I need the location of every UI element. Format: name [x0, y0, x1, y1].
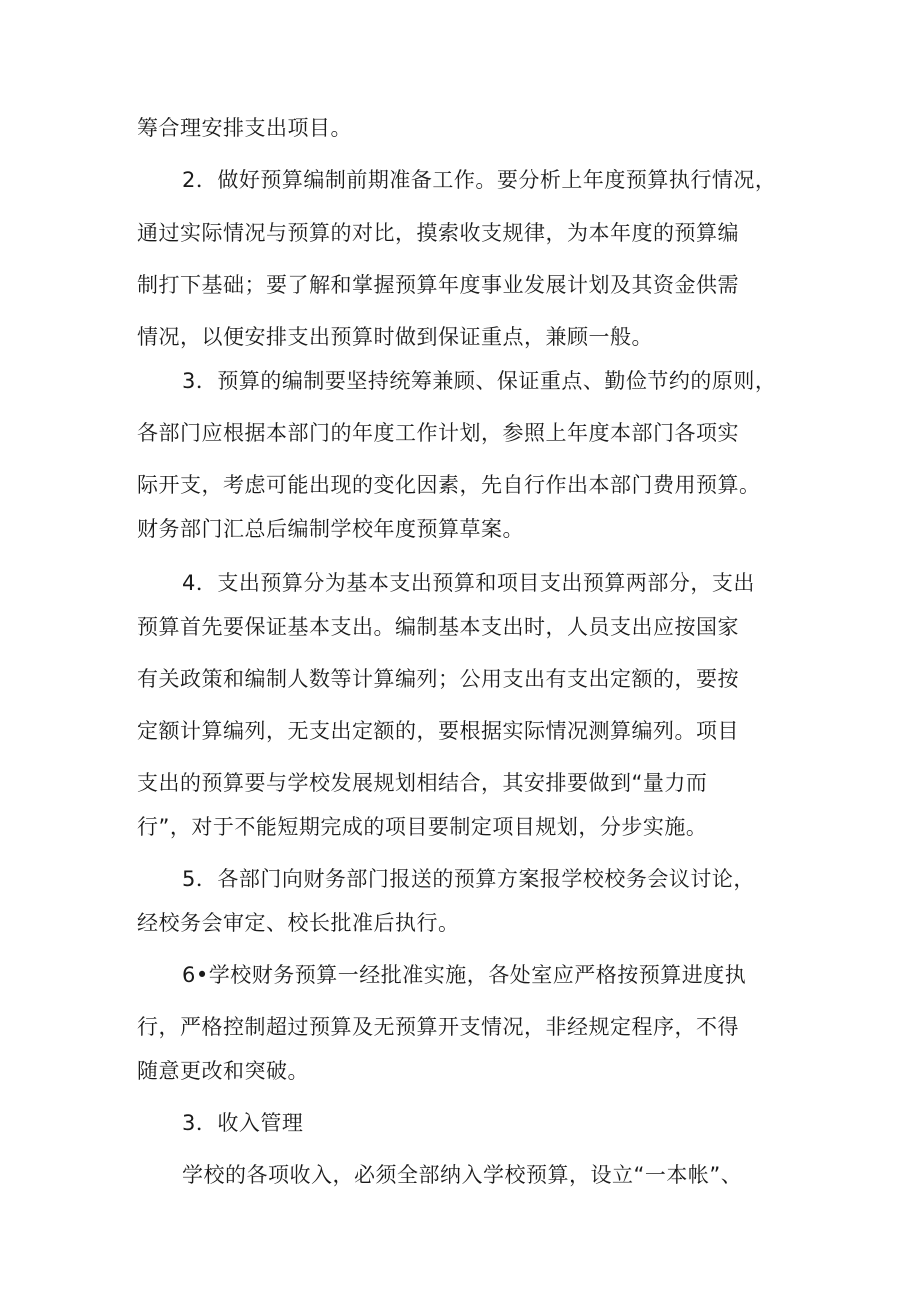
section-heading: 3．收入管理 — [182, 1111, 304, 1135]
text-line: 经校务会审定、校长批准后执行。 — [137, 911, 460, 935]
text-line: 筹合理安排支出项目。 — [137, 116, 352, 140]
text-line: 通过实际情况与预算的对比，摸索收支规律，为本年度的预算编 — [137, 221, 739, 245]
text-line: 5．各部门向财务部门报送的预算方案报学校校务会议讨论， — [182, 867, 755, 891]
text-line: 财务部门汇总后编制学校年度预算草案。 — [137, 517, 524, 541]
text-line: 行，严格控制超过预算及无预算开支情况，非经规定程序，不得 — [137, 1015, 739, 1039]
text-line: 预算首先要保证基本支出。编制基本支出时，人员支出应按国家 — [137, 615, 739, 639]
text-line: 定额计算编列，无支出定额的，要根据实际情况测算编列。项目 — [137, 719, 739, 743]
text-line: 有关政策和编制人数等计算编列；公用支出有支出定额的，要按 — [137, 667, 739, 691]
text-line: 4．支出预算分为基本支出预算和项目支出预算两部分，支出 — [182, 571, 755, 595]
text-line: 情况，以便安排支出预算时做到保证重点，兼顾一般。 — [137, 325, 653, 349]
text-line: 行”，对于不能短期完成的项目要制定项目规划，分步实施。 — [137, 815, 708, 839]
text-line: 2．做好预算编制前期准备工作。要分析上年度预算执行情况， — [182, 168, 777, 192]
text-line: 3．预算的编制要坚持统筹兼顾、保证重点、勤俭节约的原则， — [182, 369, 777, 393]
text-line: 制打下基础；要了解和掌握预算年度事业发展计划及其资金供需 — [137, 273, 739, 297]
text-line: 随意更改和突破。 — [137, 1059, 309, 1083]
text-line: 支出的预算要与学校发展规划相结合，其安排要做到“量力而 — [137, 771, 708, 795]
text-line: 6•学校财务预算一经批准实施，各处室应严格按预算进度执 — [182, 963, 747, 987]
text-line: 各部门应根据本部门的年度工作计划，参照上年度本部门各项实 — [137, 421, 739, 445]
text-line: 学校的各项收入，必须全部纳入学校预算，设立“一本帐”、 — [182, 1163, 743, 1187]
text-line: 际开支，考虑可能出现的变化因素，先自行作出本部门费用预算。 — [137, 473, 761, 497]
